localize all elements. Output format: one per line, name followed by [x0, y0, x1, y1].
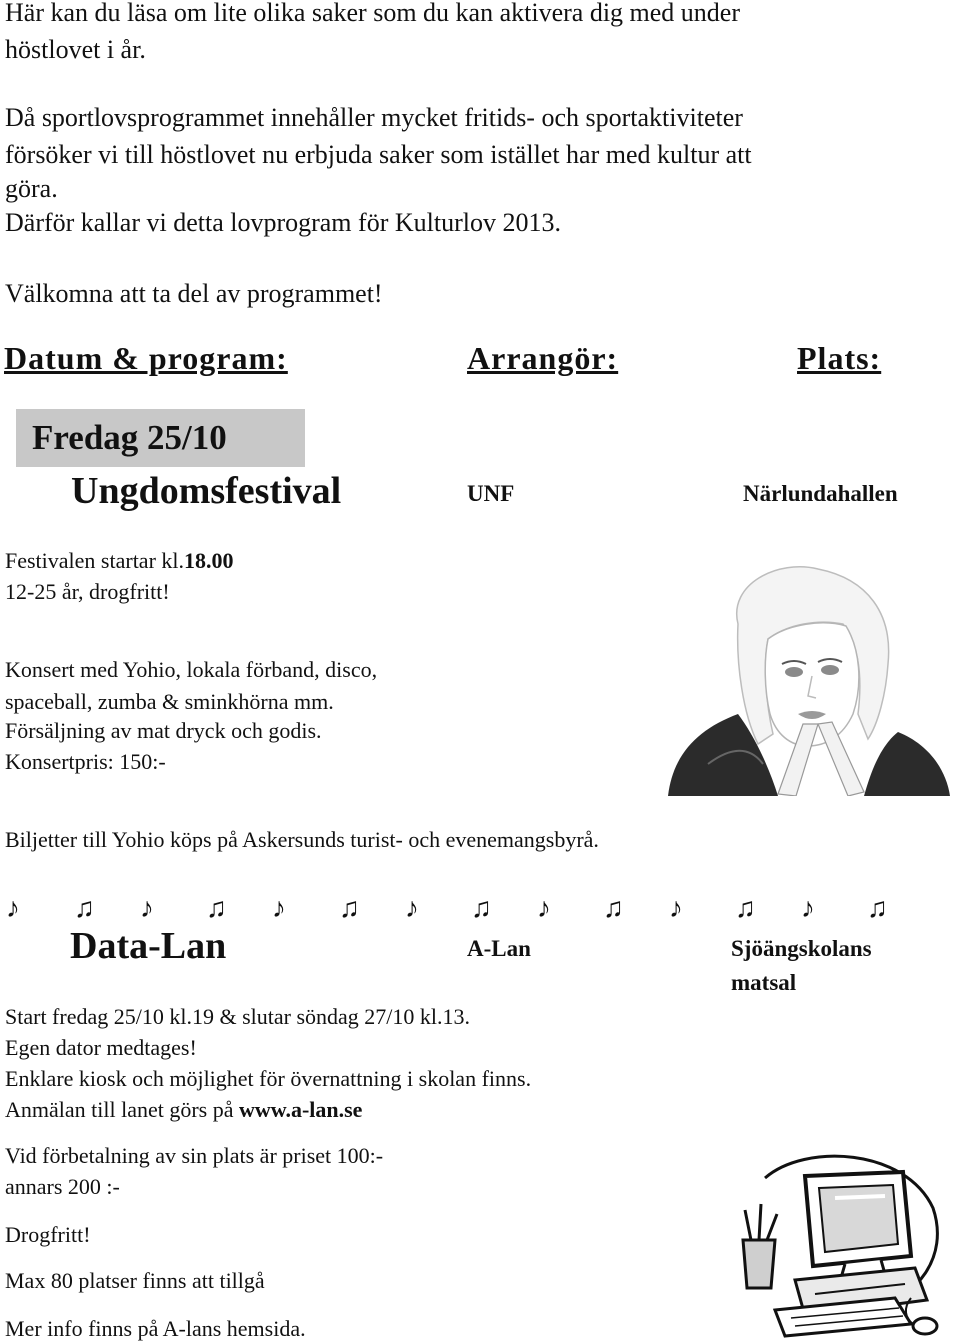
- event1-price: Konsertpris: 150:-: [5, 749, 166, 774]
- intro-line-1: Här kan du läsa om lite olika saker som du kan aktivera dig med under: [5, 0, 741, 27]
- event1-place: Närlundahallen: [743, 481, 898, 506]
- event2-more-info: Mer info finns på A-lans hemsida.: [5, 1316, 306, 1341]
- event2-title: Data-Lan: [70, 925, 227, 967]
- computer-icon: [735, 1148, 945, 1338]
- welcome-text: Välkomna att ta del av programmet!: [5, 279, 383, 308]
- event2-place-1: Sjöängskolans: [731, 936, 872, 961]
- intro-line-3: Då sportlovsprogrammet innehåller mycket fritids- och sportaktiviteter: [5, 103, 743, 132]
- music-note-icon: ♫: [603, 893, 624, 924]
- event2-drugfree: Drogfritt!: [5, 1222, 91, 1247]
- music-note-icon: ♪: [801, 893, 815, 924]
- a-lan-link[interactable]: www.a-lan.se: [239, 1097, 363, 1122]
- music-note-icon: ♪: [669, 893, 683, 924]
- intro-line-6: Därför kallar vi detta lovprogram för Kulturlov 2013.: [5, 208, 561, 237]
- intro-line-5: göra.: [5, 174, 58, 203]
- music-note-icon: ♫: [471, 893, 492, 924]
- header-date-program: Datum & program:: [4, 340, 288, 376]
- event2-price-2: annars 200 :-: [5, 1174, 120, 1199]
- music-note-icon: ♪: [537, 893, 551, 924]
- event1-organizer: UNF: [467, 481, 515, 506]
- music-notes-row: [6, 892, 896, 928]
- event2-line-3: Enklare kiosk och möjlighet för övernattning i skolan finns.: [5, 1066, 532, 1091]
- music-note-icon: ♪: [140, 893, 154, 924]
- music-note-icon: ♫: [339, 893, 360, 924]
- event1-title: Ungdomsfestival: [71, 470, 342, 512]
- event2-line-4: [5, 1095, 362, 1125]
- event1-start: [5, 546, 234, 576]
- event2-organizer: A-Lan: [467, 936, 531, 961]
- intro-line-2: höstlovet i år.: [5, 35, 146, 64]
- intro-line-4: försöker vi till höstlovet nu erbjuda saker som istället har med kultur att: [5, 140, 752, 169]
- header-organizer: Arrangör:: [467, 340, 619, 376]
- event1-start-prefix: Festivalen startar kl.: [5, 548, 185, 573]
- event2-line-2: Egen dator medtages!: [5, 1035, 197, 1060]
- event1-desc-1: Konsert med Yohio, lokala förband, disco,: [5, 657, 378, 682]
- music-note-icon: ♫: [206, 893, 227, 924]
- event2-line-1: Start fredag 25/10 kl.19 & slutar söndag 27/10 kl.13.: [5, 1004, 470, 1029]
- header-place: Plats:: [797, 340, 882, 376]
- event1-desc-3: Försäljning av mat dryck och godis.: [5, 718, 322, 743]
- music-note-icon: ♪: [405, 893, 419, 924]
- event1-tickets: Biljetter till Yohio köps på Askersunds turist- och evenemangsbyrå.: [5, 827, 599, 852]
- music-note-icon: ♫: [867, 893, 888, 924]
- event1-start-time: 18.00: [184, 548, 234, 573]
- event1-desc-2: spaceball, zumba & sminkhörna mm.: [5, 689, 334, 714]
- event1-age: 12-25 år, drogfritt!: [5, 579, 170, 604]
- event2-seats: Max 80 platser finns att tillgå: [5, 1268, 265, 1293]
- music-note-icon: ♪: [272, 893, 286, 924]
- event2-line-4-prefix: Anmälan till lanet görs på: [5, 1097, 239, 1122]
- music-note-icon: ♪: [6, 893, 20, 924]
- event1-date: Fredag 25/10: [32, 418, 227, 457]
- girl-portrait-icon: [668, 564, 950, 796]
- music-note-icon: ♫: [74, 893, 95, 924]
- event2-place-2: matsal: [731, 970, 797, 995]
- music-note-icon: ♫: [735, 893, 756, 924]
- event2-price-1: Vid förbetalning av sin plats är priset 100:-: [5, 1143, 384, 1168]
